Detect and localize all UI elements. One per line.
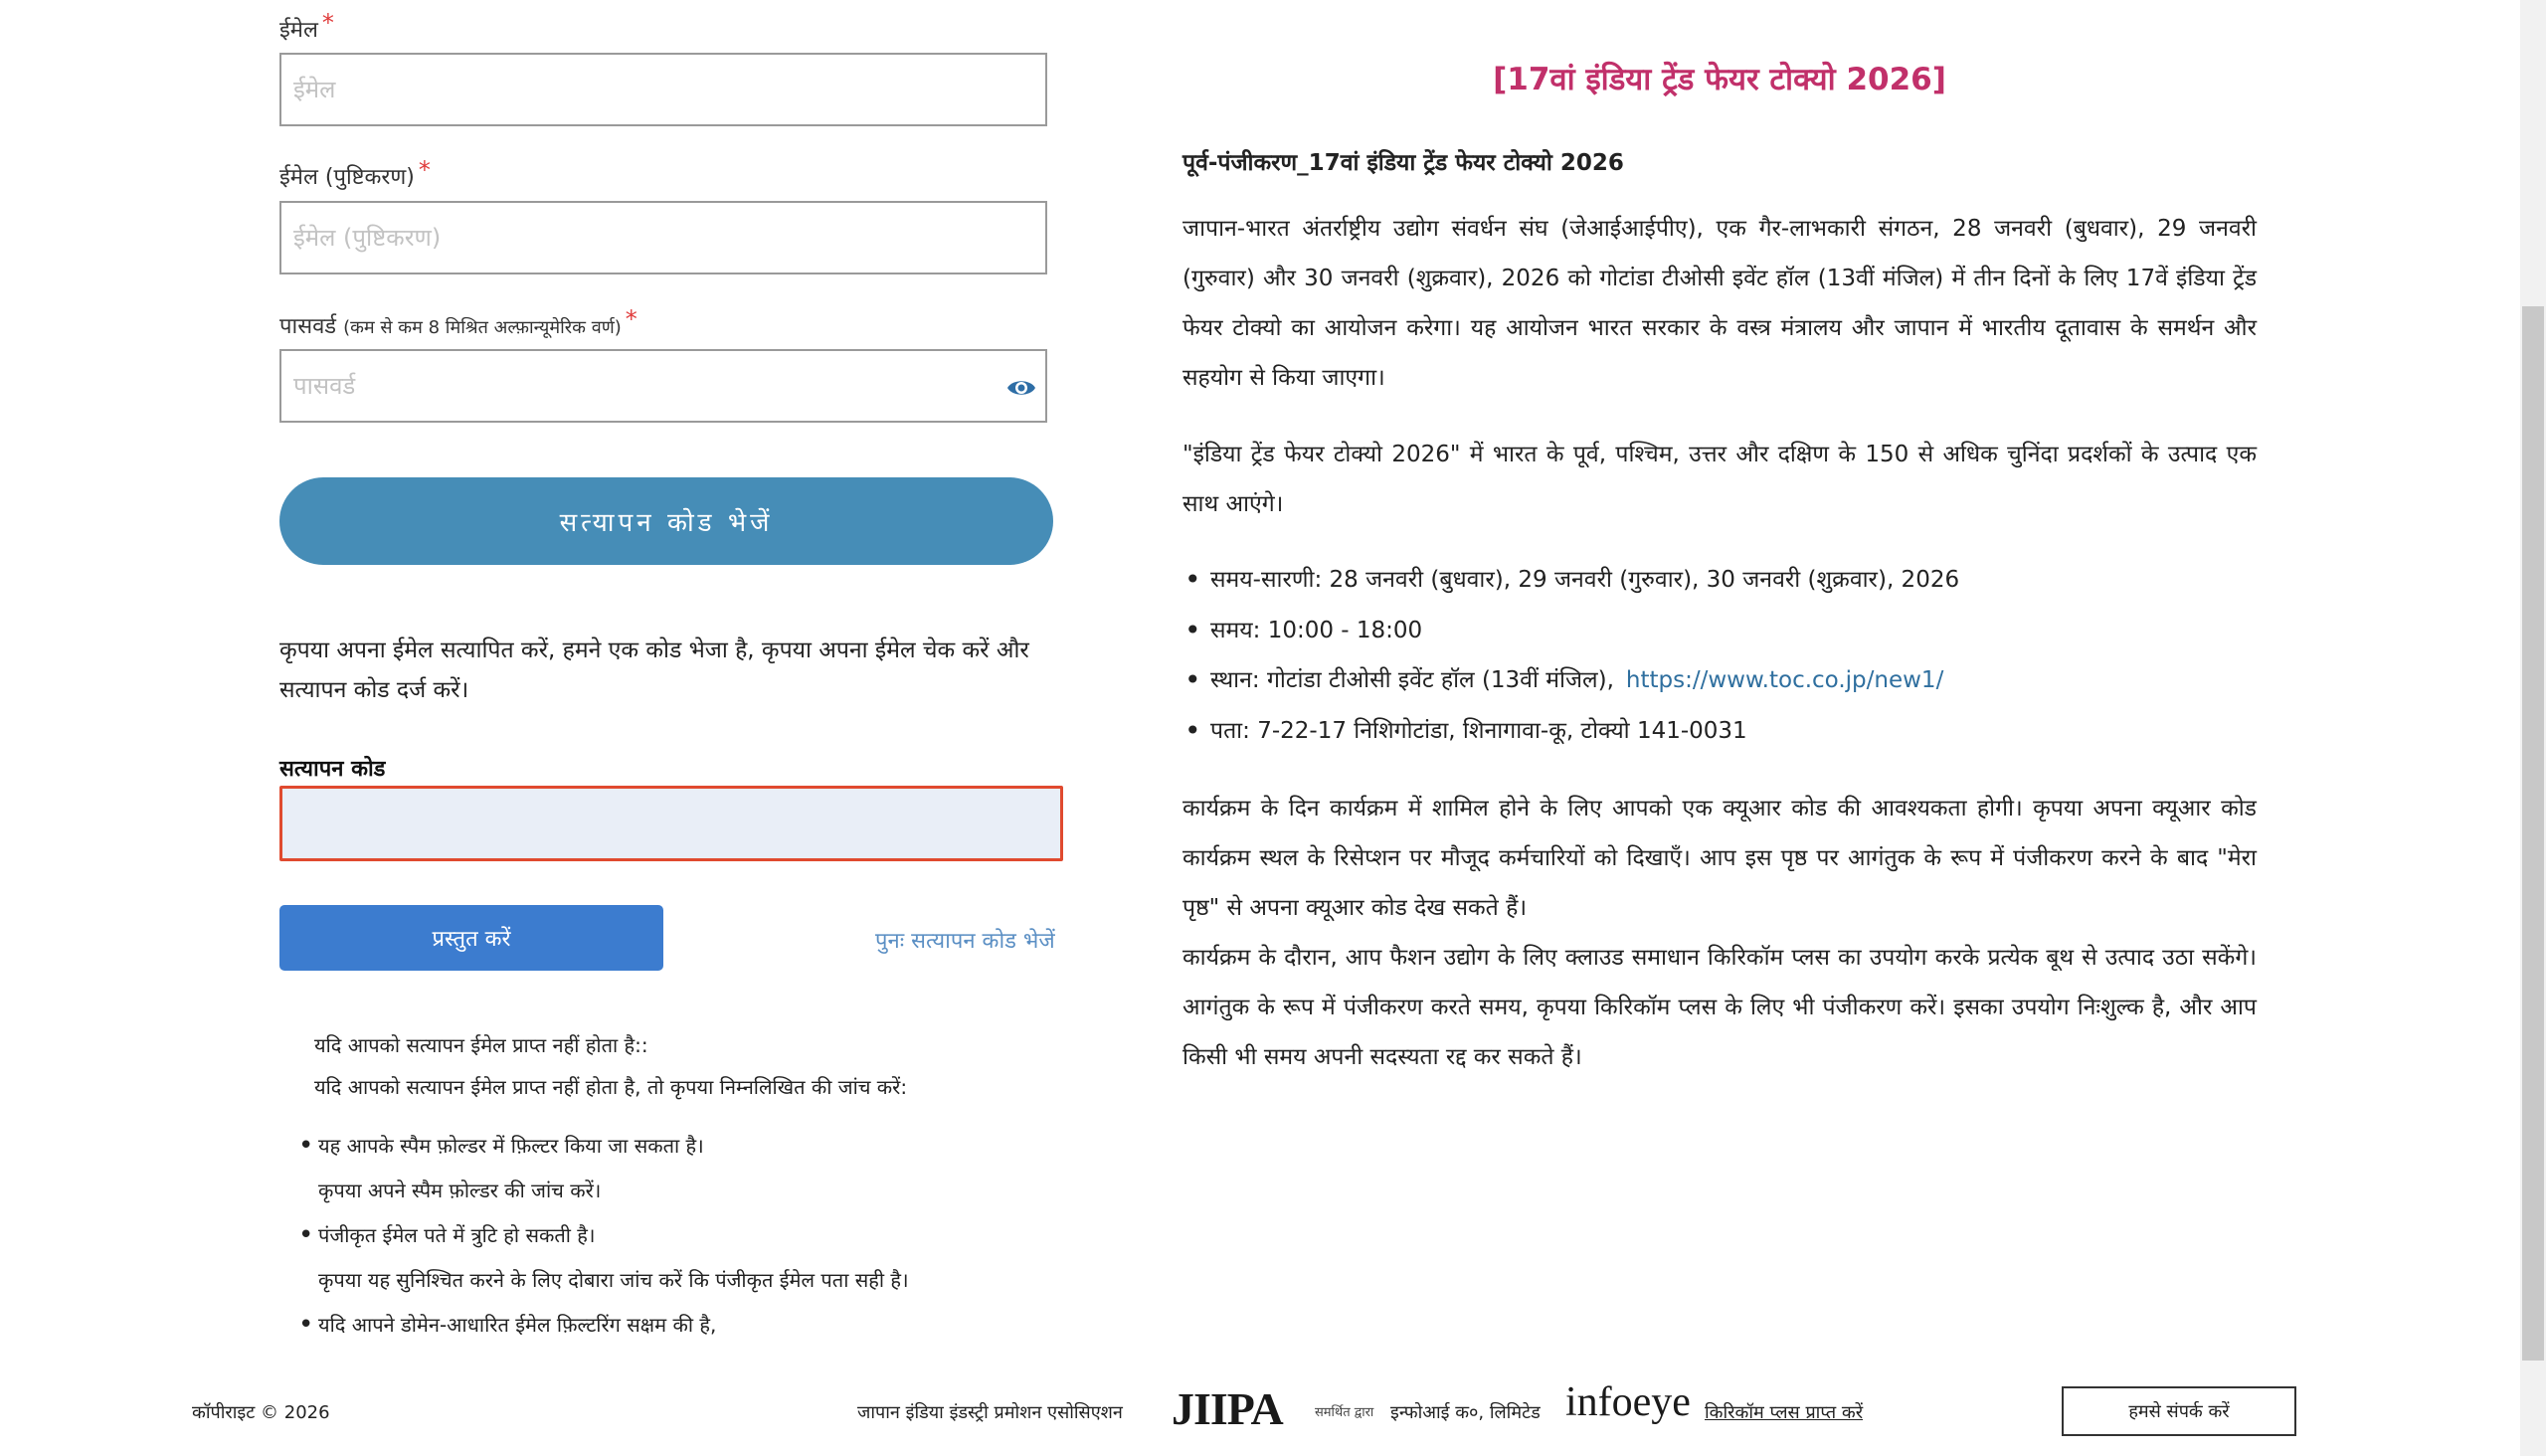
email-label [279,9,334,44]
schedule-item [1182,555,1959,606]
help-intro: यदि आपको सत्यापन ईमेल प्राप्त नहीं होता है, तो कृपया निम्नलिखित की जांच करें: [314,1075,908,1099]
address-text: पता: 7-22-17 निशिगोटांडा, शिनागावा-कू, टोक्यो 141-0031 [1210,717,1747,744]
password-hint: (कम से कम 8 मिश्रित अल्फ़ान्यूमेरिक वर्ण) [343,317,622,338]
event-title: [17वां इंडिया ट्रेंड फेयर टोक्यो 2026] [1493,62,1946,97]
supported-by-label: समर्थित द्वारा [1315,1405,1374,1420]
email-confirm-field[interactable] [279,201,1047,274]
venue-text: स्थान: गोटांडा टीओसी इवेंट हॉल (13वीं मंजिल), [1210,667,1614,693]
contact-us-button[interactable]: हमसे संपर्क करें [2062,1386,2296,1436]
list-item [298,1213,909,1303]
event-description: जापान-भारत अंतर्राष्ट्रीय उद्योग संवर्धन संघ (जेआईआईपीए), एक गैर-लाभकारी संगठन, 28 जनवरी (बुधवार), 29 जनवरी (गुरुवार) और 30 जनवरी (शुक्रवार), 2026 को गोटांडा टीओसी इवेंट हॉल (13वीं मंजिल) में तीन दिनों के लिए 17वें इंडिया ट्रेंड फेयर टोक्यो का आयोजन करेगा। यह आयोजन भारत सरकार के वस्त्र मंत्रालय और जापान में भारतीय दूतावास के समर्थन और सहयोग से किया जाएगा। [1182,216,2257,391]
submit-button[interactable]: प्रस्तुत करें [279,905,663,971]
resend-code-link[interactable]: पुनः सत्यापन कोड भेजें [875,929,1055,954]
infoeye-logo: infoeye [1565,1379,1691,1425]
verify-message: कृपया अपना ईमेल सत्यापित करें, हमने एक कोड भेजा है, कृपया अपना ईमेल चेक करें और सत्यापन कोड दर्ज करें। [279,637,1029,703]
help-block [314,1024,907,1108]
send-code-button[interactable]: सत्यापन कोड भेजें [279,477,1053,565]
email-label-text: ईमेल [279,18,318,43]
footer [0,1372,2506,1456]
venue-item [1182,655,1959,706]
registration-form [0,0,1094,1372]
help-item-main: पंजीकृत ईमेल पते में त्रुटि हो सकती है। [318,1223,596,1247]
help-heading: यदि आपको सत्यापन ईमेल प्राप्त नहीं होता है:: [314,1033,648,1057]
event-exhibitors: "इंडिया ट्रेंड फेयर टोक्यो 2026" में भारत के पूर्व, पश्चिम, उत्तर और दक्षिण के 150 से अधिक चुनिंदा प्रदर्शकों के उत्पाद एक साथ आएंगे। [1182,442,2257,517]
copyright: कॉपीराइट © 2026 [192,1402,330,1423]
verification-code-label: सत्यापन कोड [279,757,386,782]
event-subtitle: पूर्व-पंजीकरण_17वां इंडिया ट्रेंड फेयर टोक्यो 2026 [1182,150,1624,176]
venue-link[interactable]: https://www.toc.co.jp/new1/ [1625,667,1944,693]
required-mark: * [321,9,334,37]
list-item [298,1303,909,1348]
help-item-sub: कृपया अपने स्पैम फ़ोल्डर की जांच करें। [318,1179,602,1202]
scrollbar-thumb[interactable] [2522,306,2544,1361]
verification-code-input[interactable] [279,786,1063,861]
association-name: जापान इंडिया इंडस्ट्री प्रमोशन एसोसिएशन [857,1402,1123,1423]
email-confirm-label [279,156,431,191]
password-label-text: पासवर्ड [279,314,337,339]
company-name: इन्फोआई क०, लिमिटेड [1390,1402,1541,1423]
password-field[interactable] [279,349,1047,423]
schedule-text: समय-सारणी: 28 जनवरी (बुधवार), 29 जनवरी (गुरुवार), 30 जनवरी (शुक्रवार), 2026 [1210,567,1960,593]
get-kirikom-link[interactable]: किरिकॉम प्लस प्राप्त करें [1705,1402,1864,1423]
jiipa-logo: JIIPA [1172,1383,1283,1434]
password-label [279,305,637,340]
time-text: समय: 10:00 - 18:00 [1210,617,1423,643]
kirikom-info: कार्यक्रम के दौरान, आप फैशन उद्योग के लिए क्लाउड समाधान किरिकॉम प्लस का उपयोग करके प्रत्येक बूथ से उत्पाद उठा सकेंगे। आगंतुक के रूप में पंजीकरण करते समय, कृपया किरिकॉम प्लस के लिए भी पंजीकरण करें। इसका उपयोग निःशुल्क है, और आप किसी भी समय अपनी सदस्यता रद्द कर सकते हैं। [1182,945,2257,1070]
event-details-list [1182,555,1959,756]
required-mark: * [418,156,431,184]
list-item [298,1124,909,1213]
required-mark: * [625,305,637,333]
qr-info: कार्यक्रम के दिन कार्यक्रम में शामिल होने के लिए आपको एक क्यूआर कोड की आवश्यकता होगी। कृपया अपना क्यूआर कोड कार्यक्रम स्थल के रिसेप्शन पर मौजूद कर्मचारियों को दिखाएँ। आप इस पृष्ठ पर आगंतुक के रूप में पंजीकरण करने के बाद "मेरा पृष्ठ" से अपना क्यूआर कोड देख सकते हैं। [1182,796,2257,921]
time-item [1182,606,1959,656]
email-confirm-label-text: ईमेल (पुष्टिकरण) [279,165,415,190]
eye-icon[interactable] [1006,376,1036,400]
help-item-sub: कृपया यह सुनिश्चित करने के लिए दोबारा जांच करें कि पंजीकृत ईमेल पता सही है। [318,1268,909,1292]
email-field[interactable] [279,53,1047,126]
address-item [1182,706,1959,757]
help-item-main: यदि आपने डोमेन-आधारित ईमेल फ़िल्टरिंग सक्षम की है, [318,1313,717,1337]
help-list [298,1124,909,1348]
help-item-main: यह आपके स्पैम फ़ोल्डर में फ़िल्टर किया जा सकता है। [318,1134,704,1158]
